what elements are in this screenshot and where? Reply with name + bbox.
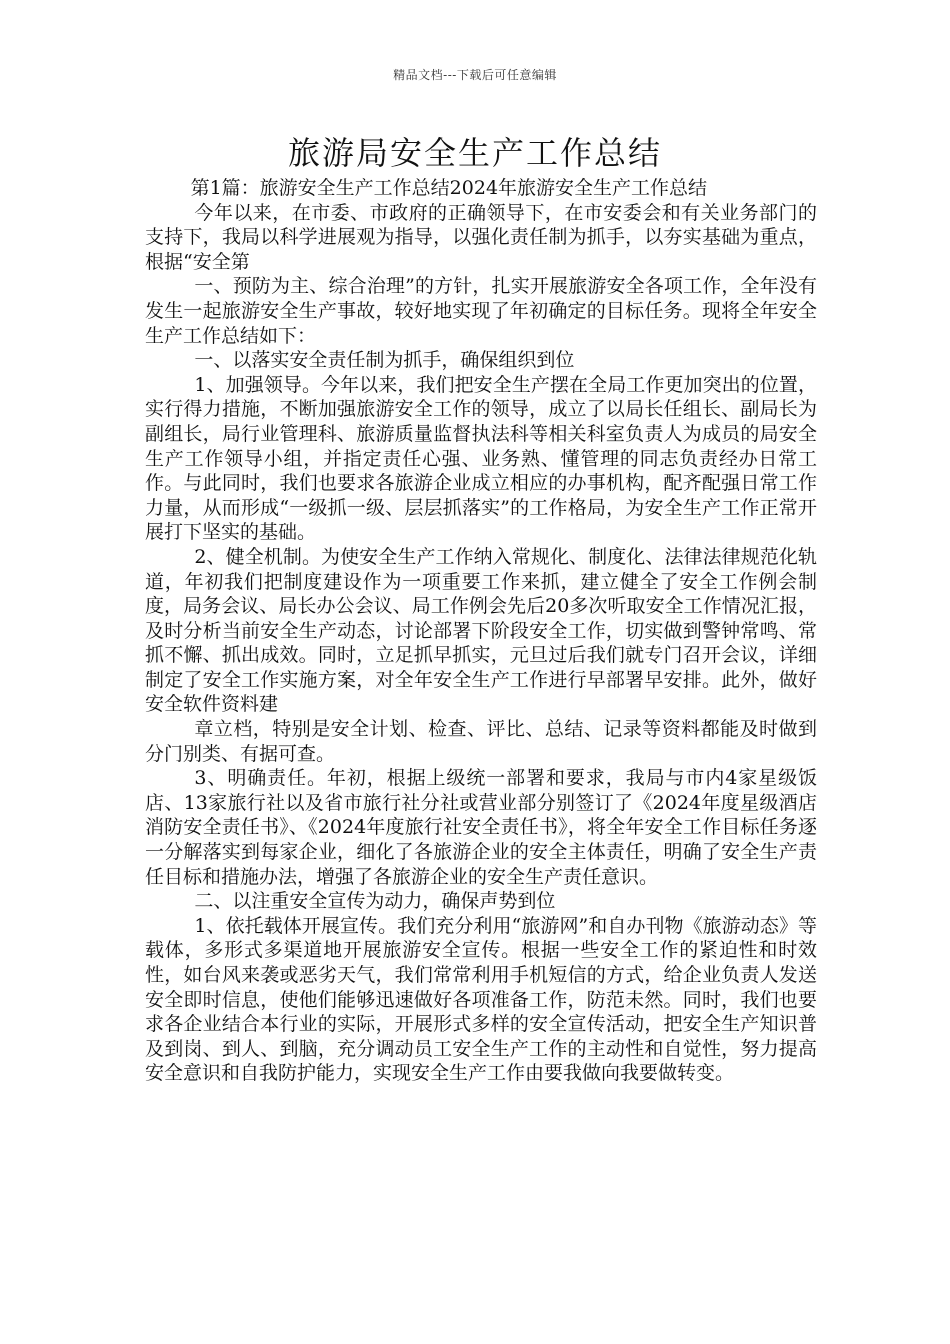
paragraph-principle: 一、预防为主、综合治理”的方针，扎实开展旅游安全各项工作，全年没有发生一起旅游安全生产事故，较好地实现了年初确定的目标任务。现将全年安全生产工作总结如下： bbox=[145, 275, 817, 347]
document-body bbox=[145, 176, 817, 1086]
paragraph-mechanism: 2、健全机制。为使安全生产工作纳入常规化、制度化、法律法律规范化轨道，年初我们把制度建设作为一项重要工作来抓，建立健全了安全工作例会制度，局务会议、局长办公会议、局工作例会先后20多次听取安全工作情况汇报，及时分析当前安全生产动态，讨论部署下阶段安全工作，切实做到警钟常鸣、常抓不懈、抓出成效。同时，立足抓早抓实，元旦过后我们就专门召开会议，详细制定了安全工作实施方案，对全年安全生产工作进行早部署早安排。此外，做好安全软件资料建 bbox=[145, 545, 817, 716]
paragraph-intro: 今年以来，在市委、市政府的正确领导下，在市安委会和有关业务部门的支持下，我局以科学进展观为指导，以强化责任制为抓手，以夯实基础为重点，根据“安全第 bbox=[145, 201, 817, 273]
paragraph-records: 章立档，特别是安全计划、检查、评比、总结、记录等资料都能及时做到分门别类、有据可查。 bbox=[145, 718, 817, 765]
paragraph-publicity: 1、依托载体开展宣传。我们充分利用“旅游网”和自办刊物《旅游动态》等载体，多形式多渠道地开展旅游安全宣传。根据一些安全工作的紧迫性和时效性，如台风来袭或恶劣天气，我们常常利用手机短信的方式，给企业负责人发送安全即时信息，使他们能够迅速做好各项准备工作，防范未然。同时，我们也要求各企业结合本行业的实际，开展形式多样的安全宣传活动，把安全生产知识普及到岗、到人、到脑，充分调动员工安全生产工作的主动性和自觉性，努力提高安全意识和自我防护能力，实现安全生产工作由要我做向我要做转变。 bbox=[145, 914, 817, 1085]
paragraph-leadership: 1、加强领导。今年以来，我们把安全生产摆在全局工作更加突出的位置，实行得力措施，不断加强旅游安全工作的领导，成立了以局长任组长、副局长为副组长，局行业管理科、旅游质量监督执法科等相关科室负责人为成员的局安全生产工作领导小组，并指定责任心强、业务熟、懂管理的同志负责经办日常工作。与此同时，我们也要求各旅游企业成立相应的办事机构，配齐配强日常工作力量，从而形成“一级抓一级、层层抓落实”的工作格局，为安全生产工作正常开展打下坚实的基础。 bbox=[145, 373, 817, 544]
document-subtitle: 第1篇：旅游安全生产工作总结2024年旅游安全生产工作总结 bbox=[190, 177, 708, 199]
page-header-note: 精品文档---下载后可任意编辑 bbox=[393, 68, 557, 82]
paragraph-responsibility: 3、明确责任。年初，根据上级统一部署和要求，我局与市内4家星级饭店、13家旅行社以及省市旅行社分社或营业部分别签订了《2024年度星级酒店消防安全责任书》、《2024年度旅行社安全责任书》，将全年安全工作目标任务逐一分解落实到每家企业，细化了各旅游企业的安全主体责任，明确了安全生产责任目标和措施办法，增强了各旅游企业的安全生产责任意识。 bbox=[145, 767, 817, 888]
section-heading-2: 二、以注重安全宣传为动力，确保声势到位 bbox=[194, 890, 556, 913]
section-heading-1: 一、以落实安全责任制为抓手，确保组织到位 bbox=[194, 349, 575, 372]
document-title: 旅游局安全生产工作总结 bbox=[287, 134, 662, 172]
